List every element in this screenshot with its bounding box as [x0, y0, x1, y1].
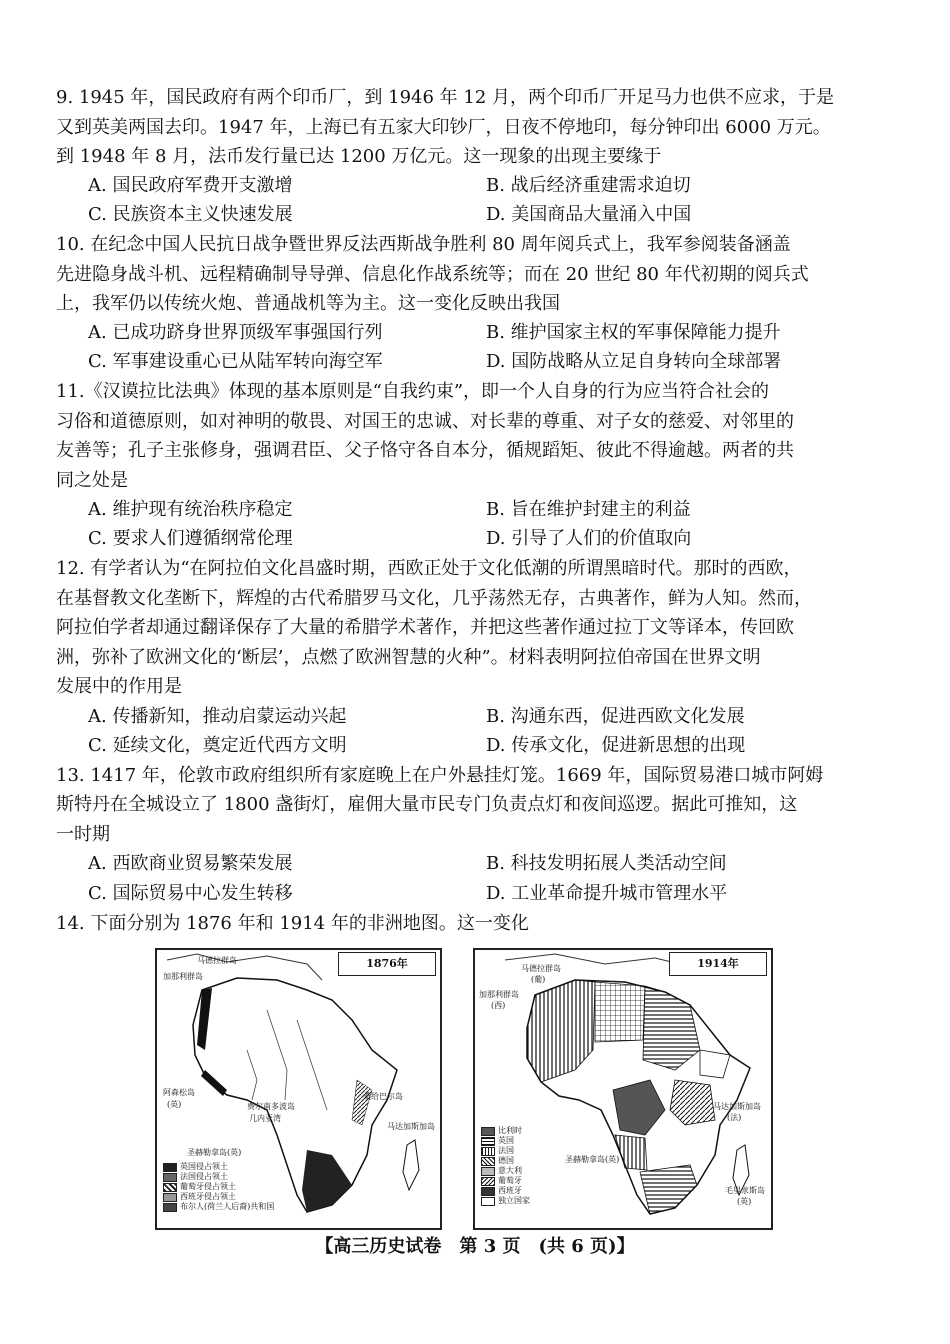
q12-option-c: C. 延续文化，奠定近代西方文明: [88, 735, 347, 756]
q12-stem-line-3: 阿拉伯学者却通过翻译保存了大量的希腊学术著作，并把这些著作通过拉丁文等译本，传回欧: [56, 617, 794, 638]
legend-swatch: [163, 1163, 177, 1172]
q12-option-a: A. 传播新知，推动启蒙运动兴起: [88, 706, 347, 727]
q9-option-b: B. 战后经济重建需求迫切: [486, 175, 691, 196]
map-1914: [473, 948, 773, 1230]
q11-option-a: A. 维护现有统治秩序稳定: [88, 499, 293, 520]
map-1876-year: 1876年: [338, 952, 436, 976]
q14-stem-line-1: 14. 下面分别为 1876 年和 1914 年的非洲地图。这一变化: [56, 913, 529, 934]
map-1914-label-madagascar: 马达加斯加岛: [713, 1102, 761, 1111]
map-1914-label-madagascar-owner: (法): [727, 1113, 742, 1122]
q9-stem-line-3: 到 1948 年 8 月，法币发行量已达 1200 万亿元。这一现象的出现主要缘于: [56, 146, 662, 167]
legend-swatch: [481, 1137, 495, 1146]
map-1876-label-fernando: 费尔南多波岛: [247, 1102, 295, 1111]
map-1876-label-saint-helena: 圣赫勒拿岛(英): [187, 1148, 242, 1157]
map-1914-label-saint-helena: 圣赫勒拿岛(英): [565, 1155, 620, 1164]
map-1876-label-madeira: 马德拉群岛: [197, 956, 237, 965]
legend-label: 西班牙侵占领土: [180, 1192, 236, 1201]
legend-swatch: [481, 1197, 495, 1206]
q11-stem-line-3: 友善等；孔子主张修身，强调君臣、父子恪守各自本分，循规蹈矩、彼此不得逾越。两者的共: [56, 440, 794, 461]
legend-swatch: [481, 1177, 495, 1186]
legend-label: 法国: [498, 1146, 514, 1155]
q12-option-d: D. 传承文化，促进新思想的出现: [486, 735, 746, 756]
q12-stem-line-1: 12. 有学者认为“在阿拉伯文化昌盛时期，西欧正处于文化低潮的所谓黑暗时代。那时的西欧，: [56, 558, 802, 579]
q10-stem-line-3: 上，我军仍以传统火炮、普通战机等为主。这一变化反映出我国: [56, 293, 560, 314]
legend-item: [163, 1182, 274, 1192]
map-1876-label-madagascar: 马达加斯加岛: [387, 1122, 435, 1131]
q9-option-d: D. 美国商品大量涌入中国: [486, 204, 692, 225]
legend-swatch: [481, 1187, 495, 1196]
q9-stem-line-2: 又到英美两国去印。1947 年，上海已有五家大印钞厂，日夜不停地印，每分钟印出 6000 万元。: [56, 117, 831, 138]
legend-item: [481, 1126, 530, 1136]
map-1914-year: 1914年: [669, 952, 767, 976]
legend-item: [163, 1202, 274, 1212]
q10-stem-line-1: 10. 在纪念中国人民抗日战争暨世界反法西斯战争胜利 80 周年阅兵式上，我军参阅装备涵盖: [56, 234, 791, 255]
q13-stem-line-3: 一时期: [56, 824, 110, 845]
legend-label: 葡萄牙: [498, 1176, 522, 1185]
map-1914-label-canary: 加那利群岛: [479, 990, 519, 999]
legend-label: 英国: [498, 1136, 514, 1145]
q10-stem-line-2: 先进隐身战斗机、远程精确制导导弹、信息化作战系统等；而在 20 世纪 80 年代初期的阅兵式: [56, 264, 809, 285]
legend-swatch: [481, 1147, 495, 1156]
legend-label: 法国侵占领土: [180, 1172, 228, 1181]
q13-option-b: B. 科技发明拓展人类活动空间: [486, 853, 727, 874]
legend-item: [481, 1146, 530, 1156]
q11-option-c: C. 要求人们遵循纲常伦理: [88, 528, 293, 549]
legend-label: 意大利: [498, 1166, 522, 1175]
legend-item: [481, 1196, 530, 1206]
legend-label: 英国侵占领土: [180, 1162, 228, 1171]
legend-item: [481, 1186, 530, 1196]
legend-swatch: [481, 1167, 495, 1176]
africa-maps-figure: [155, 948, 785, 1228]
q11-option-d: D. 引导了人们的价值取向: [486, 528, 692, 549]
map-1876: [155, 948, 442, 1230]
legend-swatch: [481, 1127, 495, 1136]
legend-label: 布尔人(荷兰人后裔)共和国: [180, 1202, 275, 1211]
q12-stem-line-2: 在基督教文化垄断下，辉煌的古代希腊罗马文化，几乎荡然无存，古典著作，鲜为人知。然而，: [56, 588, 812, 609]
q10-option-c: C. 军事建设重心已从陆军转向海空军: [88, 351, 383, 372]
legend-item: [163, 1172, 274, 1182]
q11-option-b: B. 旨在维护封建主的利益: [486, 499, 691, 520]
q9-option-c: C. 民族资本主义快速发展: [88, 204, 293, 225]
legend-swatch: [163, 1173, 177, 1182]
legend-label: 葡萄牙侵占领土: [180, 1182, 236, 1191]
map-1876-label-zanzibar: 桑给巴尔岛: [363, 1092, 403, 1101]
q9-option-a: A. 国民政府军费开支激增: [88, 175, 293, 196]
q10-option-d: D. 国防战略从立足自身转向全球部署: [486, 351, 782, 372]
legend-item: [481, 1176, 530, 1186]
map-1876-legend: [163, 1162, 274, 1212]
legend-swatch: [163, 1183, 177, 1192]
legend-item: [163, 1192, 274, 1202]
legend-item: [163, 1162, 274, 1172]
legend-swatch: [163, 1193, 177, 1202]
q13-option-c: C. 国际贸易中心发生转移: [88, 883, 293, 904]
q12-stem-line-4: 洲，弥补了欧洲文化的‘断层’，点燃了欧洲智慧的火种”。材料表明阿拉伯帝国在世界文明: [56, 647, 761, 668]
map-1876-label-guinea: 几内亚湾: [249, 1114, 281, 1123]
q13-stem-line-2: 斯特丹在全城设立了 1800 盏街灯，雇佣大量市民专门负责点灯和夜间巡逻。据此可推知，这: [56, 794, 798, 815]
legend-label: 比利时: [498, 1126, 522, 1135]
q10-option-b: B. 维护国家主权的军事保障能力提升: [486, 322, 781, 343]
legend-swatch: [163, 1203, 177, 1212]
q13-stem-line-1: 13. 1417 年，伦敦市政府组织所有家庭晚上在户外悬挂灯笼。1669 年，国际贸易港口城市阿姆: [56, 765, 824, 786]
legend-label: 独立国家: [498, 1196, 530, 1205]
legend-item: [481, 1166, 530, 1176]
map-1914-label-madeira-owner: (葡): [531, 975, 546, 984]
legend-swatch: [481, 1157, 495, 1166]
q9-stem-line-1: 9. 1945 年，国民政府有两个印币厂，到 1946 年 12 月，两个印币厂开足马力也供不应求，于是: [56, 87, 835, 108]
q11-stem-line-1: 11.《汉谟拉比法典》体现的基本原则是“自我约束”，即一个人自身的行为应当符合社会的: [56, 381, 770, 402]
q11-stem-line-2: 习俗和道德原则，如对神明的敬畏、对国王的忠诚、对长辈的尊重、对子女的慈爱、对邻里的: [56, 411, 794, 432]
map-1914-label-mauritius: 毛里求斯岛: [725, 1186, 765, 1195]
map-1876-label-ascension: 阿森松岛: [163, 1088, 195, 1097]
map-1876-label-ascension-owner: (英): [167, 1100, 182, 1109]
q12-stem-line-5: 发展中的作用是: [56, 676, 182, 697]
map-1914-label-canary-owner: (西): [491, 1001, 506, 1010]
legend-label: 西班牙: [498, 1186, 522, 1195]
legend-item: [481, 1136, 530, 1146]
map-1914-legend: [481, 1126, 530, 1206]
map-1876-label-canary: 加那利群岛: [163, 972, 203, 981]
legend-label: 德国: [498, 1156, 514, 1165]
legend-item: [481, 1156, 530, 1166]
q13-option-d: D. 工业革命提升城市管理水平: [486, 883, 728, 904]
q13-option-a: A. 西欧商业贸易繁荣发展: [88, 853, 293, 874]
map-1914-label-mauritius-owner: (英): [737, 1197, 752, 1206]
page-footer: 【高三历史试卷 第 3 页 (共 6 页)】: [315, 1236, 635, 1257]
q12-option-b: B. 沟通东西，促进西欧文化发展: [486, 706, 745, 727]
q11-stem-line-4: 同之处是: [56, 470, 128, 491]
q10-option-a: A. 已成功跻身世界顶级军事强国行列: [88, 322, 383, 343]
map-1914-label-madeira: 马德拉群岛: [521, 964, 561, 973]
